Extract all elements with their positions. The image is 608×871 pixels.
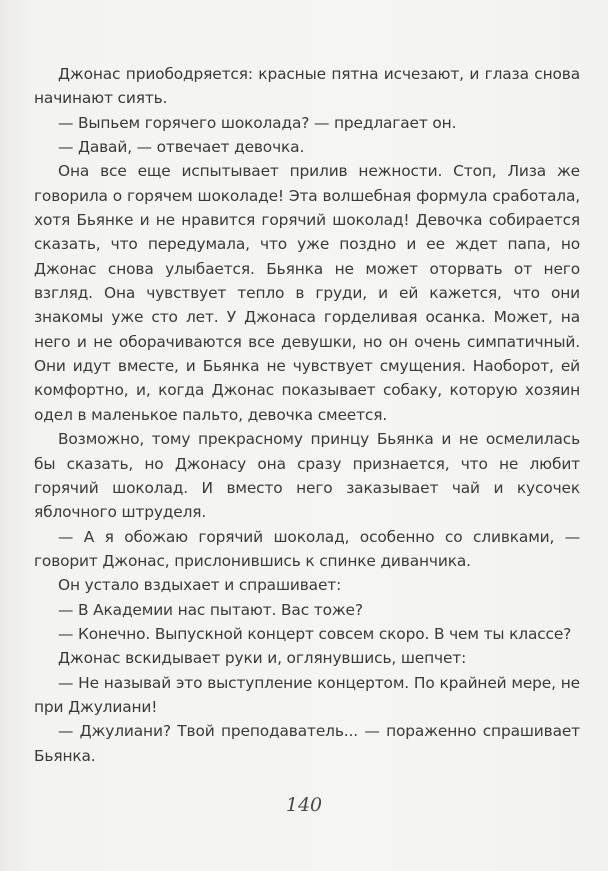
paragraph: — Джулиани? Твой преподаватель... — пораженно спрашивает Бьянка.	[34, 722, 580, 765]
paragraph: — В Академии нас пытают. Вас тоже?	[58, 600, 363, 619]
paragraph: — Не называй это выступление концертом. По крайней мере, не при Джулиани!	[34, 673, 580, 716]
paragraph: Джонас приободряется: красные пятна исчезают, и глаза снова начинают сиять.	[34, 65, 580, 108]
paragraph: — А я обожаю горячий шоколад, особенно со сливками, — говорит Джонас, прислонившись к спинке диванчика.	[34, 527, 580, 570]
paragraph: Она все еще испытывает прилив нежности. Стоп, Лиза же говорила о горячем шоколаде! Эта волшебная формула сработала, хотя Бьянке и не нравится горячий шоколад! Девочка собирается сказать, что передумала, что уже поздно и ее ждет папа, но Джонас снова улыбается. Бьянка не может оторвать от него взгляд. Она чувствует тепло в груди, и ей кажется, что они знакомы уже сто лет. У Джонаса горделивая осанка. Может, на него и не оборачиваются все девушки, но он очень симпатичный. Они идут вместе, и Бьянка не чувствует смущения. Наоборот, ей комфортно, и, когда Джонас показывает собаку, которую хозяин одел в маленькое пальто, девочка смеется.	[34, 162, 580, 424]
paragraph: — Выпьем горячего шоколада? — предлагает он.	[58, 113, 457, 132]
page-number: 140	[285, 794, 323, 816]
paragraph: — Конечно. Выпускной концерт совсем скоро. В чем ты классе?	[58, 624, 572, 643]
body-text	[34, 62, 580, 768]
paragraph: Он устало вздыхает и спрашивает:	[58, 576, 342, 595]
paragraph: Джонас вскидывает руки и, оглянувшись, шепчет:	[58, 649, 467, 668]
paragraph: — Давай, — отвечает девочка.	[58, 138, 305, 157]
paragraph: Возможно, тому прекрасному принцу Бьянка и не осмелилась бы сказать, но Джонасу она сразу признается, что не любит горячий шоколад. И вместо него заказывает чай и кусочек яблочного штруделя.	[34, 430, 580, 522]
